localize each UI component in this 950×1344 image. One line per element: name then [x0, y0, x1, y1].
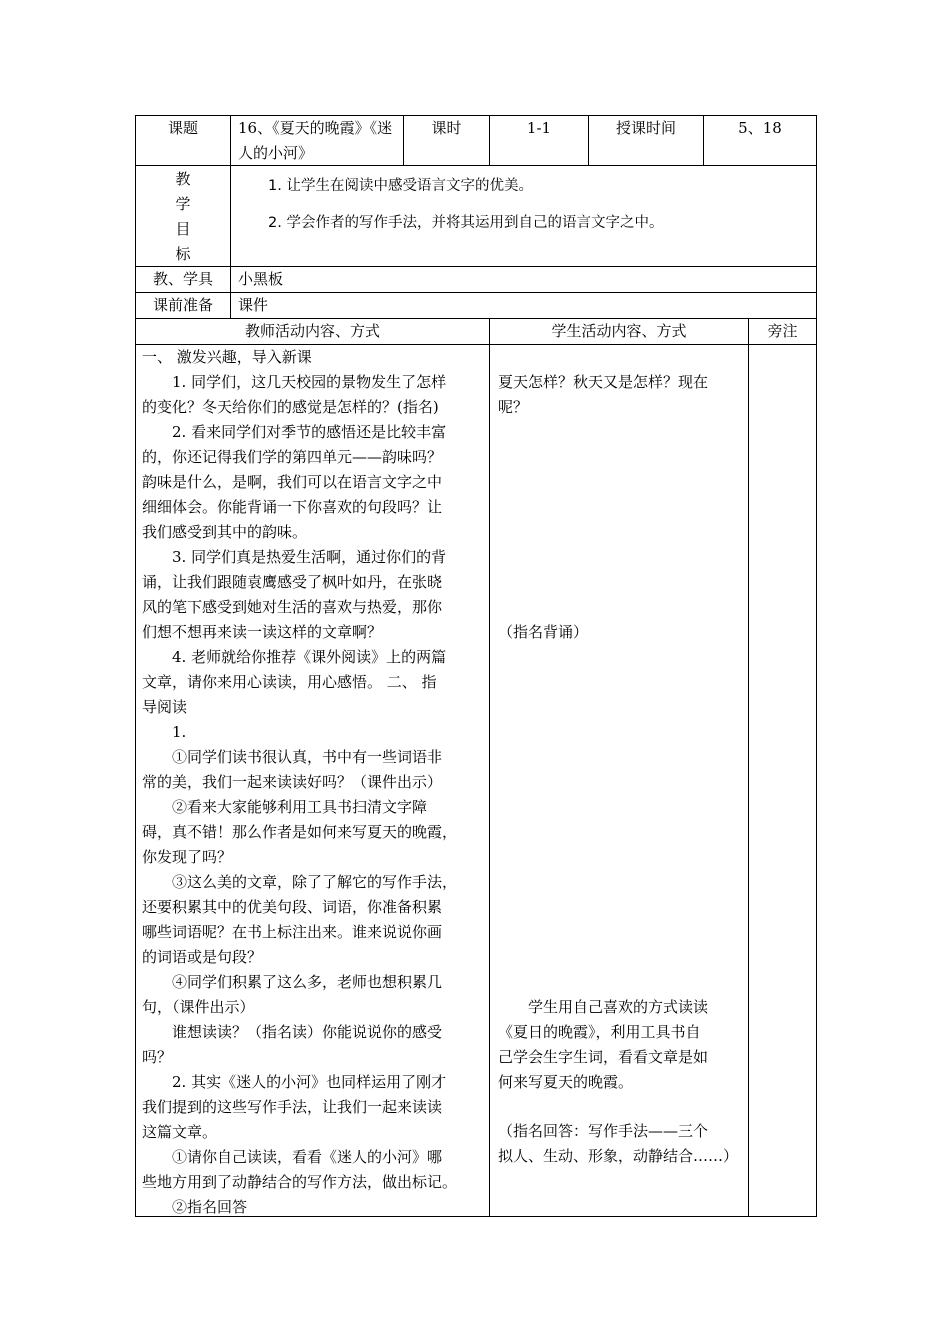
teacher-line: 2. 看来同学们对季节的感悟还是比较丰富	[172, 423, 447, 441]
topic-value	[238, 116, 403, 166]
student-line: （指名背诵）	[498, 623, 589, 641]
col-divider-label	[230, 115, 231, 318]
time-value: 5、18	[738, 119, 782, 137]
teacher-line: ①同学们读书很认真，书中有一些词语非	[172, 748, 443, 766]
goal-item-2: 2. 学会作者的写作手法，并将其运用到自己的语言文字之中。	[268, 215, 664, 231]
period-value: 1-1	[526, 119, 552, 137]
teacher-line: ③这么美的文章，除了了解它的写作手法，	[172, 873, 458, 891]
col-divider-student	[748, 318, 749, 1216]
teacher-line: 一、 激发兴趣，导入新课	[142, 348, 312, 366]
teacher-line: 韵味是什么，是啊，我们可以在语言文字之中	[142, 473, 443, 491]
teacher-activity	[142, 345, 487, 1220]
teacher-line: 的词语或是句段？	[142, 948, 263, 966]
topic-line-1: 16、《夏天的晚霞》《迷	[238, 119, 393, 137]
student-line: 《夏日的晚霞》，利用工具书自	[498, 1023, 701, 1041]
teacher-line: 的，你还记得我们学的第四单元——韵味吗？	[142, 448, 443, 466]
period-label: 课时	[431, 119, 462, 137]
teacher-line: 常的美，我们一起来读读好吗？（课件出示）	[142, 773, 443, 791]
goals-label-char: 学	[175, 195, 191, 213]
teacher-line: 些地方用到了动静结合的写作方法，做出标记。	[142, 1173, 458, 1191]
student-line: 夏天怎样？秋天又是怎样？现在	[498, 373, 709, 391]
goals-label-char: 目	[175, 220, 191, 238]
col-divider-teacher	[489, 318, 490, 1216]
teacher-line: 哪些词语呢？在书上标注出来。谁来说说你画	[142, 923, 443, 941]
topic-label: 课题	[167, 119, 198, 137]
teacher-line: 文章，请你来用心读读，用心感悟。 二、 指	[142, 673, 437, 691]
goals-label-char: 标	[175, 245, 191, 263]
teacher-line: 诵，让我们跟随袁鹰感受了枫叶如丹，在张晓	[142, 573, 443, 591]
table-border-right	[816, 115, 817, 1217]
student-line: 拟人、生动、形象，动静结合……）	[498, 1147, 739, 1165]
teacher-line: 我们提到的这些写作手法，让我们一起来读读	[142, 1098, 443, 1116]
teacher-line: 3. 同学们真是热爱生活啊，通过你们的背	[172, 548, 447, 566]
student-line: （指名回答：写作手法——三个	[498, 1122, 709, 1140]
tools-label: 教、学具	[152, 270, 213, 288]
teacher-line: 句，（课件出示）	[142, 998, 255, 1016]
teacher-line: 风的笔下感受到她对生活的喜欢与热爱，那你	[142, 598, 443, 616]
goals-label-char: 教	[175, 170, 191, 188]
student-line: 呢？	[498, 398, 529, 416]
student-line: 学生用自己喜欢的方式读读	[528, 998, 709, 1016]
teacher-line: 谁想读读？（指名读）你能说说你的感受	[172, 1023, 443, 1041]
teacher-line: 细细体会。你能背诵一下你喜欢的句段吗？让	[142, 498, 443, 516]
student-block-1	[498, 370, 746, 420]
teacher-line: 吗？	[142, 1048, 173, 1066]
teacher-line: 2. 其实《迷人的小河》也同样运用了刚才	[172, 1073, 447, 1091]
teacher-line: ④同学们积累了这么多，老师也想积累几	[172, 973, 443, 991]
student-block-4	[498, 1119, 746, 1169]
teacher-line: 还要积累其中的优美句段、词语，你准备积累	[142, 898, 443, 916]
student-block-2	[498, 620, 746, 645]
goals-label	[136, 167, 230, 267]
teacher-line: 我们感受到其中的韵味。	[142, 523, 308, 541]
time-label: 授课时间	[615, 119, 676, 137]
teacher-line: ①请你自己读读，看看《迷人的小河》哪	[172, 1148, 443, 1166]
teacher-line: ②指名回答	[172, 1198, 248, 1216]
student-line: 何来写夏天的晚霞。	[498, 1073, 634, 1091]
teacher-line: 们想不想再来读一读这样的文章啊？	[142, 623, 383, 641]
teacher-line: 4. 老师就给你推荐《课外阅读》上的两篇	[172, 648, 447, 666]
teacher-line: 1. 同学们，这几天校园的景物发生了怎样	[172, 373, 447, 391]
prep-value: 课件	[238, 296, 269, 314]
prep-label: 课前准备	[152, 296, 213, 314]
teacher-line: 你发现了吗？	[142, 848, 233, 866]
teacher-line: 碍，真不错！那么作者是如何来写夏天的晚霞，	[142, 823, 458, 841]
tools-value: 小黑板	[238, 270, 284, 288]
teacher-line: 1.	[172, 723, 187, 741]
goal-item-1: 1. 让学生在阅读中感受语言文字的优美。	[268, 178, 533, 194]
teacher-column-header: 教师活动内容、方式	[244, 322, 380, 340]
notes-column-header: 旁注	[767, 322, 798, 340]
topic-line-2: 人的小河》	[238, 144, 314, 162]
teacher-line: 的变化？冬天给你们的感觉是怎样的？(指名)	[142, 398, 439, 416]
teacher-line: 导阅读	[142, 698, 188, 716]
student-column-header: 学生活动内容、方式	[551, 322, 687, 340]
teacher-line: 这篇文章。	[142, 1123, 218, 1141]
student-line: 己学会生字生词，看看文章是如	[498, 1048, 709, 1066]
teacher-line: ②看来大家能够利用工具书扫清文字障	[172, 798, 428, 816]
student-block-3	[498, 995, 746, 1095]
